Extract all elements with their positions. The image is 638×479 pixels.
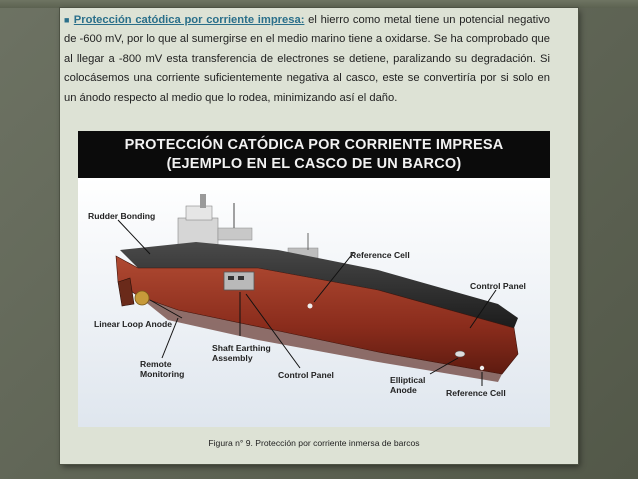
label-remote-monitoring-line2: Monitoring [140, 369, 185, 379]
lead-title: Protección catódica por corriente impresa: [73, 14, 305, 26]
body-text: el hierro como metal tiene un potencial negativo de -600 mV, por lo que al sumergirse en el medio marino tiene a oxidarse. Se ha comprobado que al llegar a -800 mV esta transferencia de electrones se detiene, paralizando su degradación. Si colocásemos una corriente suficientemente negativa al casco, este se convertiría por si solo en un ánodo respecto al medio que lo rodea, minimizando así el daño. [64, 14, 551, 104]
slide-top-bevel [0, 0, 638, 8]
shaft-earthing-box [224, 272, 254, 290]
reference-cell-marker [308, 304, 313, 309]
label-elliptical-anode-line1: Elliptical [390, 375, 426, 385]
elliptical-anode-marker [455, 351, 465, 357]
label-shaft-earthing-line2: Assembly [212, 353, 253, 363]
label-control-panel-right: Control Panel [470, 281, 526, 291]
bow-reference-cell-marker [480, 366, 484, 370]
ship-figure [78, 131, 550, 427]
bullet-icon: ■ [64, 15, 71, 25]
label-reference-cell-bottom: Reference Cell [446, 388, 506, 398]
label-elliptical-anode-line2: Anode [390, 385, 417, 395]
figure-header [78, 131, 550, 178]
body-paragraph [64, 11, 550, 108]
propeller [135, 291, 149, 305]
figure-header-line2: (EJEMPLO EN EL CASCO DE UN BARCO) [166, 156, 462, 172]
label-control-panel-bottom: Control Panel [278, 370, 334, 380]
label-remote-monitoring-line1: Remote [140, 359, 172, 369]
label-reference-cell-top: Reference Cell [350, 250, 410, 260]
label-linear-loop-anode: Linear Loop Anode [94, 319, 172, 329]
figure-header-line1: PROTECCIÓN CATÓDICA POR CORRIENTE IMPRESA [124, 137, 504, 153]
label-shaft-earthing-line1: Shaft Earthing [212, 343, 271, 353]
figure-caption: Figura n° 9. Protección por corriente inmersa de barcos [208, 438, 420, 448]
label-rudder-bonding: Rudder Bonding [88, 211, 156, 221]
